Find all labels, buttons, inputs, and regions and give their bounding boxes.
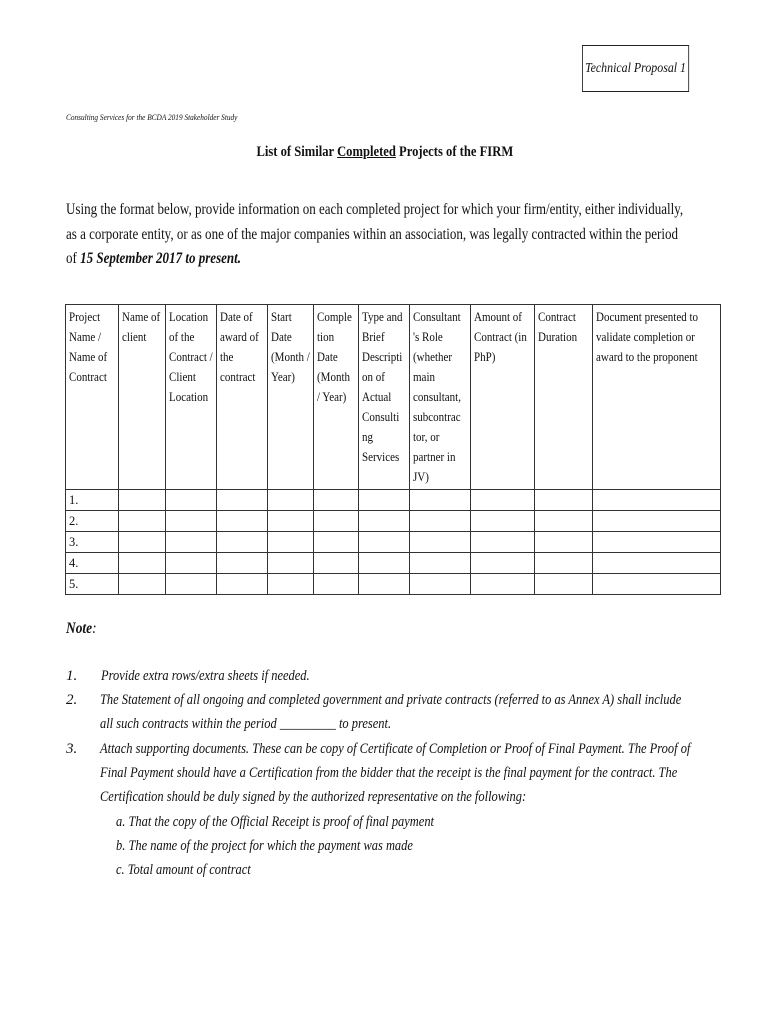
intro-line-2: as a corporate entity, or as one of the major companies within an association, was legally contracted within the period	[66, 226, 678, 243]
col-header-amount: Amount of Contract (in PhP)	[471, 305, 535, 490]
note-heading: Note:	[66, 620, 97, 637]
row-number: 5.	[66, 574, 119, 595]
col-header-start-date: Start Date (Month / Year)	[268, 305, 314, 490]
title-part-1: List of Similar	[256, 144, 338, 160]
row-number: 2.	[66, 511, 119, 532]
col-header-consultant-role: Consultant 's Role (whether main consultant, subcontrac tor, or partner in JV)	[410, 305, 471, 490]
note-2-line-1: The Statement of all ongoing and completed government and private contracts (referred to as Annex A) shall include	[100, 692, 682, 708]
intro-line-1: Using the format below, provide information on each completed project for which your firm/entity, either individually,	[66, 201, 684, 218]
note-3-line-2: Final Payment should have a Certification from the bidder that the receipt is the final payment for the contract. The	[100, 765, 678, 781]
col-header-completion-date: Comple tion Date (Month / Year)	[314, 305, 359, 490]
technical-proposal-label	[582, 45, 689, 92]
table-header-row	[66, 305, 721, 490]
row-number: 1.	[66, 490, 119, 511]
note-subitem-b: b. The name of the project for which the payment was made	[116, 838, 413, 854]
table-row	[66, 574, 721, 595]
note-number-3: 3.	[66, 741, 78, 757]
technical-proposal-text: Technical Proposal 1	[585, 60, 687, 76]
note-2-line-2: all such contracts within the period _________ to present.	[100, 716, 392, 732]
col-header-project-name: Project Name / Name of Contract	[66, 305, 119, 490]
note-3-line-3: Certification should be duly signed by the authorized representative on the following:	[100, 789, 527, 805]
intro-line-3-prefix: of	[66, 250, 81, 267]
col-header-location: Location of the Contract / Client Location	[166, 305, 217, 490]
note-subitem-a: a. That the copy of the Official Receipt is proof of final payment	[116, 814, 435, 830]
title-part-2: Projects of the FIRM	[396, 144, 514, 160]
projects-table	[65, 304, 721, 595]
table-row	[66, 532, 721, 553]
row-number: 3.	[66, 532, 119, 553]
col-header-document: Document presented to validate completion or award to the proponent	[593, 305, 721, 490]
note-subitem-c: c. Total amount of contract	[116, 862, 251, 878]
note-number-1: 1.	[66, 668, 78, 684]
col-header-duration: Contract Duration	[535, 305, 593, 490]
title-underlined-word: Completed	[337, 144, 397, 160]
row-number: 4.	[66, 553, 119, 574]
document-subheader: Consulting Services for the BCDA 2019 Stakeholder Study	[66, 112, 238, 122]
col-header-award-date: Date of award of the contract	[217, 305, 268, 490]
intro-line-3	[66, 250, 241, 268]
col-header-client-name: Name of client	[119, 305, 166, 490]
note-1-line-1: Provide extra rows/extra sheets if needed.	[101, 668, 310, 684]
col-header-services: Type and Brief Descripti on of Actual Consulti ng Services	[359, 305, 410, 490]
note-3-line-1: Attach supporting documents. These can be copy of Certificate of Completion or Proof of Final Payment. The Proof of	[100, 741, 691, 757]
table-row	[66, 490, 721, 511]
page-title	[0, 144, 770, 161]
table-row	[66, 553, 721, 574]
table-row	[66, 511, 721, 532]
note-number-2: 2.	[66, 692, 78, 708]
intro-period: 15 September 2017 to present.	[80, 250, 242, 267]
